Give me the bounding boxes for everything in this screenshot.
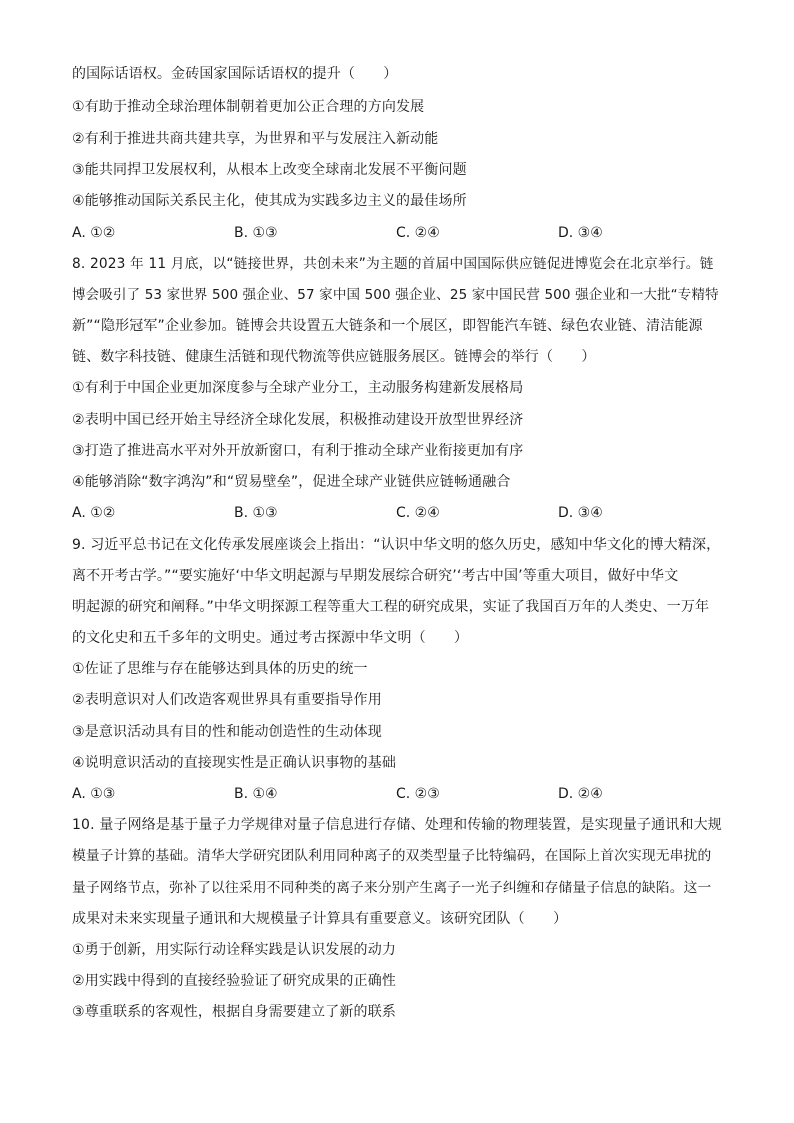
q9-option-b[interactable]: B. ①④: [234, 786, 278, 802]
q9-statement-2: ②表明意识对人们改造客观世界具有重要指导作用: [72, 692, 382, 708]
q7-options: [72, 223, 722, 243]
q8-statement-3: ③打造了推进高水平对外开放新窗口，有利于推动全球产业衔接更加有序: [72, 443, 524, 459]
q7-stem-line: 的国际话语权。金砖国家国际话语权的提升（ ）: [72, 66, 398, 82]
q8-option-b[interactable]: B. ①③: [234, 505, 278, 521]
q7-statement-2: ②有利于推进共商共建共享，为世界和平与发展注入新动能: [72, 131, 439, 147]
q8-stem-line-3: 新”“隐形冠军”企业参加。链博会共设置五大链条和一个展区，即智能汽车链、绿色农业链、清洁能源: [72, 318, 703, 334]
q7-option-c[interactable]: C. ②④: [396, 225, 440, 241]
q9-statement-3: ③是意识活动具有目的性和能动创造性的生动体现: [72, 724, 382, 740]
q8-options: [72, 503, 722, 523]
q10-stem-line-1: 10. 量子网络是基于量子力学规律对量子信息进行存储、处理和传输的物理装置，是实现量子通讯和大规: [72, 817, 722, 833]
q7-statement-3: ③能共同捍卫发展权利，从根本上改变全球南北发展不平衡问题: [72, 162, 467, 178]
q10-statement-2: ②用实践中得到的直接经验验证了研究成果的正确性: [72, 973, 396, 989]
q8-stem-line-1: 8. 2023 年 11 月底，以“链接世界，共创未来”为主题的首届中国国际供应链促进博览会在北京举行。链: [72, 256, 714, 272]
q9-stem-line-3: 明起源的研究和阐释。”中华文明探源工程等重大工程的研究成果，实证了我国百万年的人类史、一万年: [72, 599, 710, 615]
q9-stem-line-1: 9. 习近平总书记在文化传承发展座谈会上指出：“认识中华文明的悠久历史，感知中华文化的博大精深，: [72, 537, 721, 553]
q8-statement-4: ④能够消除“数字鸿沟”和“贸易壁垒”，促进全球产业链供应链畅通融合: [72, 474, 511, 490]
q9-stem-line-4: 的文化史和五千多年的文明史。通过考古探源中华文明（ ）: [72, 630, 469, 646]
q7-option-a[interactable]: A. ①②: [72, 225, 116, 241]
q7-option-d[interactable]: D. ③④: [558, 225, 603, 241]
q7-statement-4: ④能够推动国际关系民主化，使其成为实践多边主义的最佳场所: [72, 193, 467, 209]
q9-option-c[interactable]: C. ②③: [396, 786, 440, 802]
q8-option-a[interactable]: A. ①②: [72, 505, 116, 521]
q8-statement-2: ②表明中国已经开始主导经济全球化发展，积极推动建设开放型世界经济: [72, 412, 524, 428]
q9-option-d[interactable]: D. ②④: [558, 786, 603, 802]
q9-option-a[interactable]: A. ①③: [72, 786, 116, 802]
q10-stem-line-3: 量子网络节点，弥补了以往采用不同种类的离子来分别产生离子一光子纠缠和存储量子信息的缺陷。这一: [72, 880, 712, 896]
q8-option-d[interactable]: D. ③④: [558, 505, 603, 521]
q7-statement-1: ①有助于推动全球治理体制朝着更加公正合理的方向发展: [72, 99, 425, 115]
q7-option-b[interactable]: B. ①③: [234, 225, 278, 241]
q8-option-c[interactable]: C. ②④: [396, 505, 440, 521]
q8-stem-line-2: 博会吸引了 53 家世界 500 强企业、57 家中国 500 强企业、25 家中国民营 500 强企业和一大批“专精特: [72, 287, 719, 303]
q10-statement-1: ①勇于创新，用实际行动诠释实践是认识发展的动力: [72, 942, 396, 958]
q8-statement-1: ①有利于中国企业更加深度参与全球产业分工，主动服务构建新发展格局: [72, 380, 524, 396]
q9-options: [72, 784, 722, 804]
q8-stem-line-4: 链、数字科技链、健康生活链和现代物流等供应链服务展区。链博会的举行（ ）: [72, 349, 596, 365]
q10-stem-line-2: 模量子计算的基础。清华大学研究团队利用同种离子的双类型量子比特编码，在国际上首次实现无串扰的: [72, 848, 712, 864]
q10-statement-3: ③尊重联系的客观性，根据自身需要建立了新的联系: [72, 1004, 396, 1020]
q9-stem-line-2: 离不开考古学。”“要实施好‘中华文明起源与早期发展综合研究’‘考古中国’等重大项目，做好中华文: [72, 568, 679, 584]
q9-statement-4: ④说明意识活动的直接现实性是正确认识事物的基础: [72, 755, 396, 771]
q10-stem-line-4: 成果对未来实现量子通讯和大规模量子计算具有重要意义。该研究团队（ ）: [72, 911, 568, 927]
q9-statement-1: ①佐证了思维与存在能够达到具体的历史的统一: [72, 661, 368, 677]
